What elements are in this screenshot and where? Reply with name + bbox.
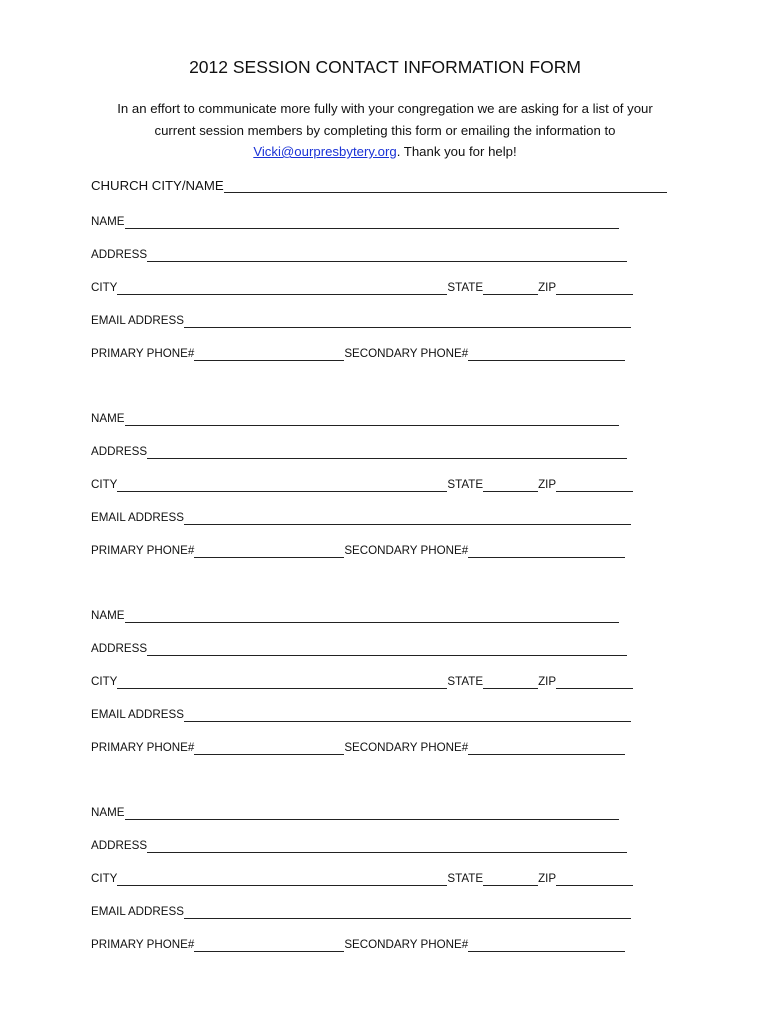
name-label: NAME: [91, 412, 125, 425]
name-label: NAME: [91, 215, 125, 228]
secondary-phone-label: SECONDARY PHONE#: [344, 741, 469, 754]
name-input-line[interactable]: [125, 806, 619, 820]
state-label: STATE: [447, 872, 484, 885]
address-label: ADDRESS: [91, 248, 148, 261]
contact-4-phone-row: [91, 936, 625, 952]
primary-phone-input-line[interactable]: [194, 741, 344, 755]
name-input-line[interactable]: [125, 215, 619, 229]
state-input-line[interactable]: [483, 478, 538, 492]
primary-phone-label: PRIMARY PHONE#: [91, 544, 195, 557]
contact-4-name-row: [91, 804, 619, 820]
intro-line-2: current session members by completing this form or emailing the information to: [154, 122, 616, 138]
contact-3-email-row: [91, 706, 631, 722]
contact-1-email-row: [91, 312, 631, 328]
name-label: NAME: [91, 806, 125, 819]
zip-input-line[interactable]: [556, 872, 633, 886]
address-input-line[interactable]: [147, 642, 627, 656]
city-label: CITY: [91, 675, 118, 688]
contact-2-phone-row: [91, 542, 625, 558]
contact-4-city-row: [91, 870, 633, 886]
secondary-phone-label: SECONDARY PHONE#: [344, 938, 469, 951]
city-input-line[interactable]: [117, 281, 447, 295]
intro-paragraph: [60, 98, 710, 163]
state-input-line[interactable]: [483, 872, 538, 886]
secondary-phone-input-line[interactable]: [468, 938, 625, 952]
address-input-line[interactable]: [147, 839, 627, 853]
email-input-line[interactable]: [184, 511, 631, 525]
address-label: ADDRESS: [91, 642, 148, 655]
primary-phone-input-line[interactable]: [194, 938, 344, 952]
primary-phone-label: PRIMARY PHONE#: [91, 938, 195, 951]
city-label: CITY: [91, 281, 118, 294]
email-link[interactable]: Vicki@ourpresbytery.org: [253, 144, 397, 159]
secondary-phone-input-line[interactable]: [468, 544, 625, 558]
secondary-phone-label: SECONDARY PHONE#: [344, 544, 469, 557]
zip-input-line[interactable]: [556, 675, 633, 689]
contact-3-city-row: [91, 673, 633, 689]
primary-phone-input-line[interactable]: [194, 544, 344, 558]
zip-label: ZIP: [538, 872, 557, 885]
contact-3-phone-row: [91, 739, 625, 755]
contact-3-name-row: [91, 607, 619, 623]
contact-2-email-row: [91, 509, 631, 525]
primary-phone-input-line[interactable]: [194, 347, 344, 361]
zip-label: ZIP: [538, 281, 557, 294]
state-label: STATE: [447, 675, 484, 688]
state-label: STATE: [447, 281, 484, 294]
email-label: EMAIL ADDRESS: [91, 511, 184, 524]
email-input-line[interactable]: [184, 905, 631, 919]
contact-3-address-row: [91, 640, 627, 656]
email-input-line[interactable]: [184, 314, 631, 328]
contact-1-name-row: [91, 213, 619, 229]
intro-line-3: [60, 141, 710, 163]
city-input-line[interactable]: [117, 675, 447, 689]
name-label: NAME: [91, 609, 125, 622]
contact-2-name-row: [91, 410, 619, 426]
name-input-line[interactable]: [125, 412, 619, 426]
address-label: ADDRESS: [91, 445, 148, 458]
contact-2-address-row: [91, 443, 627, 459]
state-label: STATE: [447, 478, 484, 491]
state-input-line[interactable]: [483, 675, 538, 689]
contact-4-email-row: [91, 903, 631, 919]
contact-1-city-row: [91, 279, 633, 295]
intro-tail: . Thank you for help!: [396, 144, 517, 159]
address-input-line[interactable]: [147, 445, 627, 459]
city-label: CITY: [91, 478, 118, 491]
contact-1-phone-row: [91, 345, 625, 361]
contact-2-city-row: [91, 476, 633, 492]
city-input-line[interactable]: [117, 872, 447, 886]
secondary-phone-label: SECONDARY PHONE#: [344, 347, 469, 360]
zip-input-line[interactable]: [556, 478, 633, 492]
email-label: EMAIL ADDRESS: [91, 314, 184, 327]
primary-phone-label: PRIMARY PHONE#: [91, 741, 195, 754]
intro-line-1: In an effort to communicate more fully with your congregation we are asking for a list of your: [117, 101, 653, 116]
secondary-phone-input-line[interactable]: [468, 347, 625, 361]
address-label: ADDRESS: [91, 839, 148, 852]
zip-label: ZIP: [538, 675, 557, 688]
zip-label: ZIP: [538, 478, 557, 491]
church-city-name-field[interactable]: [91, 177, 667, 193]
state-input-line[interactable]: [483, 281, 538, 295]
contact-1-address-row: [91, 246, 627, 262]
email-label: EMAIL ADDRESS: [91, 905, 184, 918]
email-label: EMAIL ADDRESS: [91, 708, 184, 721]
email-input-line[interactable]: [184, 708, 631, 722]
primary-phone-label: PRIMARY PHONE#: [91, 347, 195, 360]
secondary-phone-input-line[interactable]: [468, 741, 625, 755]
zip-input-line[interactable]: [556, 281, 633, 295]
address-input-line[interactable]: [147, 248, 627, 262]
church-city-name-label: CHURCH CITY/NAME: [91, 178, 224, 193]
name-input-line[interactable]: [125, 609, 619, 623]
city-input-line[interactable]: [117, 478, 447, 492]
church-city-name-line[interactable]: [224, 179, 667, 193]
form-title: 2012 SESSION CONTACT INFORMATION FORM: [189, 57, 581, 77]
contact-4-address-row: [91, 837, 627, 853]
city-label: CITY: [91, 872, 118, 885]
